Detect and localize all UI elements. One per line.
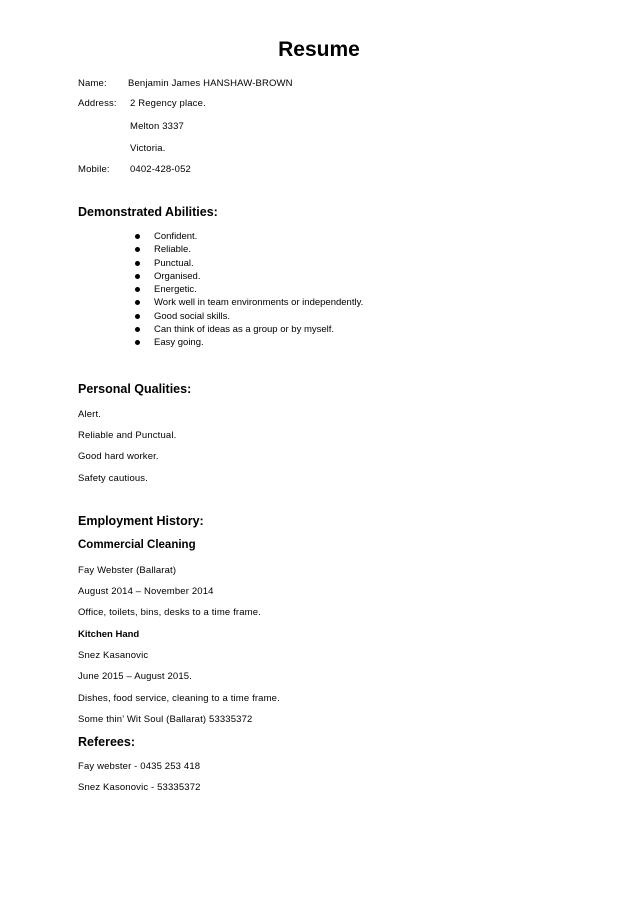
employment-heading: Employment History: bbox=[78, 514, 204, 528]
quality-item: Good hard worker. bbox=[78, 451, 159, 462]
bullet-icon bbox=[135, 327, 140, 332]
list-item: Good social skills. bbox=[130, 310, 363, 323]
referee-item: Fay webster - 0435 253 418 bbox=[78, 761, 201, 772]
bullet-icon bbox=[135, 234, 140, 239]
bullet-icon bbox=[135, 314, 140, 319]
address-line-3: Victoria. bbox=[130, 143, 166, 154]
job-contact: Some thin’ Wit Soul (Ballarat) 53335372 bbox=[78, 714, 253, 725]
job-employer: Snez Kasanovic bbox=[78, 650, 149, 661]
job-duties: Dishes, food service, cleaning to a time frame. bbox=[78, 693, 280, 704]
job-title: Commercial Cleaning bbox=[78, 539, 196, 551]
bullet-icon bbox=[135, 274, 140, 279]
bullet-icon bbox=[135, 287, 140, 292]
abilities-heading: Demonstrated Abilities: bbox=[78, 205, 218, 219]
job-title: Kitchen Hand bbox=[78, 629, 140, 640]
address-label: Address: bbox=[78, 98, 117, 109]
list-item: Work well in team environments or independently. bbox=[130, 296, 363, 309]
quality-item: Safety cautious. bbox=[78, 473, 148, 484]
bullet-icon bbox=[135, 340, 140, 345]
address-line-2: Melton 3337 bbox=[130, 121, 184, 132]
referees-heading: Referees: bbox=[78, 735, 135, 749]
job-employer: Fay Webster (Ballarat) bbox=[78, 565, 177, 576]
bullet-icon bbox=[135, 300, 140, 305]
abilities-list bbox=[130, 230, 363, 350]
mobile-label: Mobile: bbox=[78, 164, 110, 175]
page-title: Resume bbox=[278, 38, 360, 61]
list-item: Easy going. bbox=[130, 336, 363, 349]
name-value: Benjamin James HANSHAW-BROWN bbox=[128, 78, 293, 89]
bullet-icon bbox=[135, 261, 140, 266]
job-dates: August 2014 – November 2014 bbox=[78, 586, 214, 597]
address-line-1: 2 Regency place. bbox=[130, 98, 206, 109]
quality-item: Reliable and Punctual. bbox=[78, 430, 177, 441]
qualities-heading: Personal Qualities: bbox=[78, 382, 192, 396]
list-item: Confident. bbox=[130, 230, 363, 243]
list-item: Can think of ideas as a group or by myself. bbox=[130, 323, 363, 336]
quality-item: Alert. bbox=[78, 409, 102, 420]
list-item: Organised. bbox=[130, 270, 363, 283]
job-duties: Office, toilets, bins, desks to a time frame. bbox=[78, 607, 261, 618]
mobile-value: 0402-428-052 bbox=[130, 164, 191, 175]
referee-item: Snez Kasonovic - 53335372 bbox=[78, 782, 201, 793]
job-dates: June 2015 – August 2015. bbox=[78, 671, 193, 682]
bullet-icon bbox=[135, 247, 140, 252]
list-item: Reliable. bbox=[130, 243, 363, 256]
name-label: Name: bbox=[78, 78, 107, 89]
list-item: Energetic. bbox=[130, 283, 363, 296]
list-item: Punctual. bbox=[130, 257, 363, 270]
